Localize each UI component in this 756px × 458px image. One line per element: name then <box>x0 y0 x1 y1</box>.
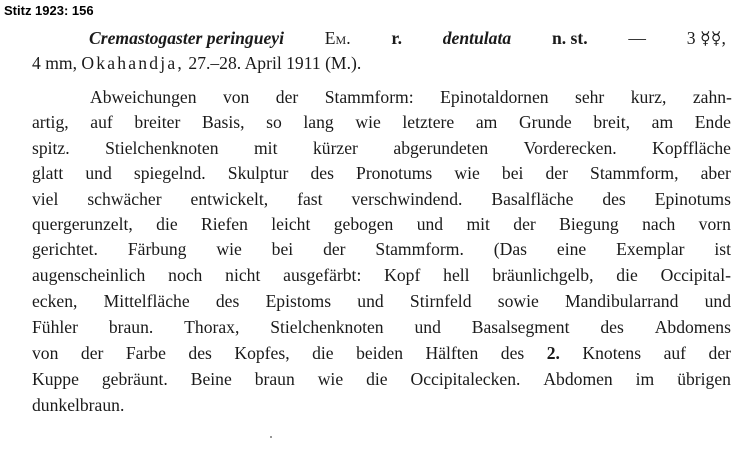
word: lang <box>303 112 334 132</box>
word: so <box>266 112 282 132</box>
word: artig, <box>32 112 69 132</box>
word: Exemplar <box>616 239 685 259</box>
word: auf <box>90 112 113 132</box>
word: des <box>310 163 334 183</box>
body-line <box>32 111 731 133</box>
body-line <box>32 290 731 312</box>
word: abgerundeten <box>393 138 489 158</box>
word: ausgefärbt: <box>283 265 362 285</box>
word: der <box>513 214 536 234</box>
body-line <box>32 188 731 210</box>
word: spitz. <box>32 138 70 158</box>
word: Mandibularrand <box>565 291 679 311</box>
word: der <box>545 163 568 183</box>
citation-caption: Stitz 1923: 156 <box>4 3 94 18</box>
word: Basalsegment <box>471 317 570 337</box>
word: Occipital- <box>660 265 731 285</box>
heading-line <box>89 27 726 49</box>
body-line <box>90 86 732 108</box>
body-line <box>32 238 731 260</box>
word: wie <box>355 112 381 132</box>
word: Basis, <box>201 112 245 132</box>
word: Basalfläche <box>491 189 574 209</box>
word: Stielchenknoten <box>270 317 384 337</box>
rank-marker: r. <box>391 28 402 48</box>
word: am <box>651 112 674 132</box>
word: leicht <box>271 214 311 234</box>
word: Knotens <box>582 343 642 363</box>
word: Skulptur <box>227 163 289 183</box>
word: Biegung <box>559 214 619 234</box>
word: mit <box>466 214 490 234</box>
word: Stammform, <box>590 163 679 183</box>
word: quergerunzelt, <box>32 214 133 234</box>
body-line <box>32 342 731 364</box>
word: des <box>215 291 240 311</box>
word: Hälften <box>425 343 479 363</box>
word: und <box>85 163 112 183</box>
body-line <box>32 316 731 338</box>
word: bei <box>501 163 524 183</box>
word: Thorax, <box>184 317 240 337</box>
word: Riefen <box>201 214 248 234</box>
word: sehr <box>574 87 605 107</box>
word: und <box>416 214 444 234</box>
status-marker: n. st. <box>551 28 588 48</box>
word: Kopffläche <box>652 138 731 158</box>
word: kurz, <box>630 87 667 107</box>
word: Stammform: <box>324 87 414 107</box>
body-line <box>32 368 731 390</box>
word: vorn <box>698 214 731 234</box>
word: Abdomens <box>654 317 731 337</box>
word: spiegelnd. <box>133 163 206 183</box>
word: des <box>600 317 624 337</box>
word: braun. <box>108 317 154 337</box>
word: und <box>357 291 384 311</box>
word: 2. <box>546 343 560 363</box>
word: Epinotaldornen <box>440 87 549 107</box>
word: von <box>222 87 250 107</box>
collection-date: 27.–28. April 1911 (M.). <box>188 53 362 73</box>
word: augenscheinlich <box>32 265 146 285</box>
word: noch <box>168 265 203 285</box>
word: am <box>475 112 498 132</box>
word: ecken, <box>32 291 78 311</box>
word: des <box>500 343 525 363</box>
word: Epinotums <box>654 189 731 209</box>
word: von <box>32 343 59 363</box>
word: Stirnfeld <box>409 291 472 311</box>
word: Mittelfläche <box>103 291 190 311</box>
word: gebogen <box>333 214 394 234</box>
word: und <box>704 291 731 311</box>
word: der <box>80 343 104 363</box>
word: wie <box>454 163 480 183</box>
ink-speck <box>270 436 272 438</box>
word: sowie <box>497 291 539 311</box>
word: des <box>188 343 212 363</box>
body-line <box>32 264 731 286</box>
word: im <box>635 369 655 389</box>
word: Kuppe <box>32 369 79 389</box>
word: auf <box>663 343 687 363</box>
species-name: Cremastogaster peringueyi <box>89 28 285 48</box>
word: (Das <box>493 239 527 259</box>
word: Stammform. <box>375 239 464 259</box>
word: beiden <box>356 343 403 363</box>
word: übrigen <box>677 369 731 389</box>
word: wie <box>317 369 344 389</box>
word: Occipitalecken. <box>410 369 521 389</box>
word: letztere <box>402 112 455 132</box>
word: entwickelt, <box>190 189 269 209</box>
word: die <box>312 343 334 363</box>
word: Beine <box>190 369 232 389</box>
word: Kopfes, <box>234 343 290 363</box>
word: eine <box>556 239 587 259</box>
word: fast <box>297 189 323 209</box>
word: Fühler <box>32 317 78 337</box>
word: braun <box>254 369 295 389</box>
word: die <box>616 265 638 285</box>
word: der <box>323 239 346 259</box>
body-line <box>32 162 731 184</box>
word: zahn- <box>692 87 732 107</box>
word: Kopf <box>384 265 421 285</box>
word: aber <box>700 163 731 183</box>
body-line <box>32 213 731 235</box>
word: Ende <box>694 112 731 132</box>
word: ist <box>714 239 731 259</box>
word: die <box>156 214 178 234</box>
word: mit <box>254 138 278 158</box>
word: breit, <box>593 112 630 132</box>
locality: Okahandja, <box>81 53 184 73</box>
word: Stielchenknoten <box>105 138 219 158</box>
word: hell <box>443 265 470 285</box>
word: wie <box>216 239 242 259</box>
subspecies-name: dentulata <box>442 28 512 48</box>
word: Grunde <box>518 112 572 132</box>
last-line: dunkelbraun. <box>32 395 125 415</box>
specimen-size: 4 mm, <box>32 53 77 73</box>
word: verschwindend. <box>351 189 463 209</box>
word: des <box>602 189 626 209</box>
word: bräunlichgelb, <box>492 265 594 285</box>
word: breiter <box>134 112 181 132</box>
word: Färbung <box>127 239 187 259</box>
specimen-count: 3 ☿☿, <box>686 28 726 48</box>
word: kürzer <box>312 138 358 158</box>
word: gebräunt. <box>101 369 168 389</box>
word: glatt <box>32 163 64 183</box>
word: nach <box>642 214 676 234</box>
word: Farbe <box>125 343 166 363</box>
word: viel <box>32 189 59 209</box>
heading-dash: — <box>628 28 646 48</box>
word: der <box>275 87 299 107</box>
word: schwächer <box>87 189 162 209</box>
word: Abweichungen <box>90 87 197 107</box>
word: die <box>366 369 388 389</box>
word: bei <box>271 239 294 259</box>
species-author: Em. <box>324 28 351 48</box>
word: gerichtet. <box>32 239 98 259</box>
collection-line <box>32 52 361 74</box>
word: nicht <box>225 265 261 285</box>
word: und <box>414 317 441 337</box>
word: Abdomen <box>543 369 613 389</box>
word: Epistoms <box>265 291 332 311</box>
body-line <box>32 137 731 159</box>
word: Vorderecken. <box>523 138 617 158</box>
word: Pronotums <box>356 163 433 183</box>
word: der <box>708 343 731 363</box>
